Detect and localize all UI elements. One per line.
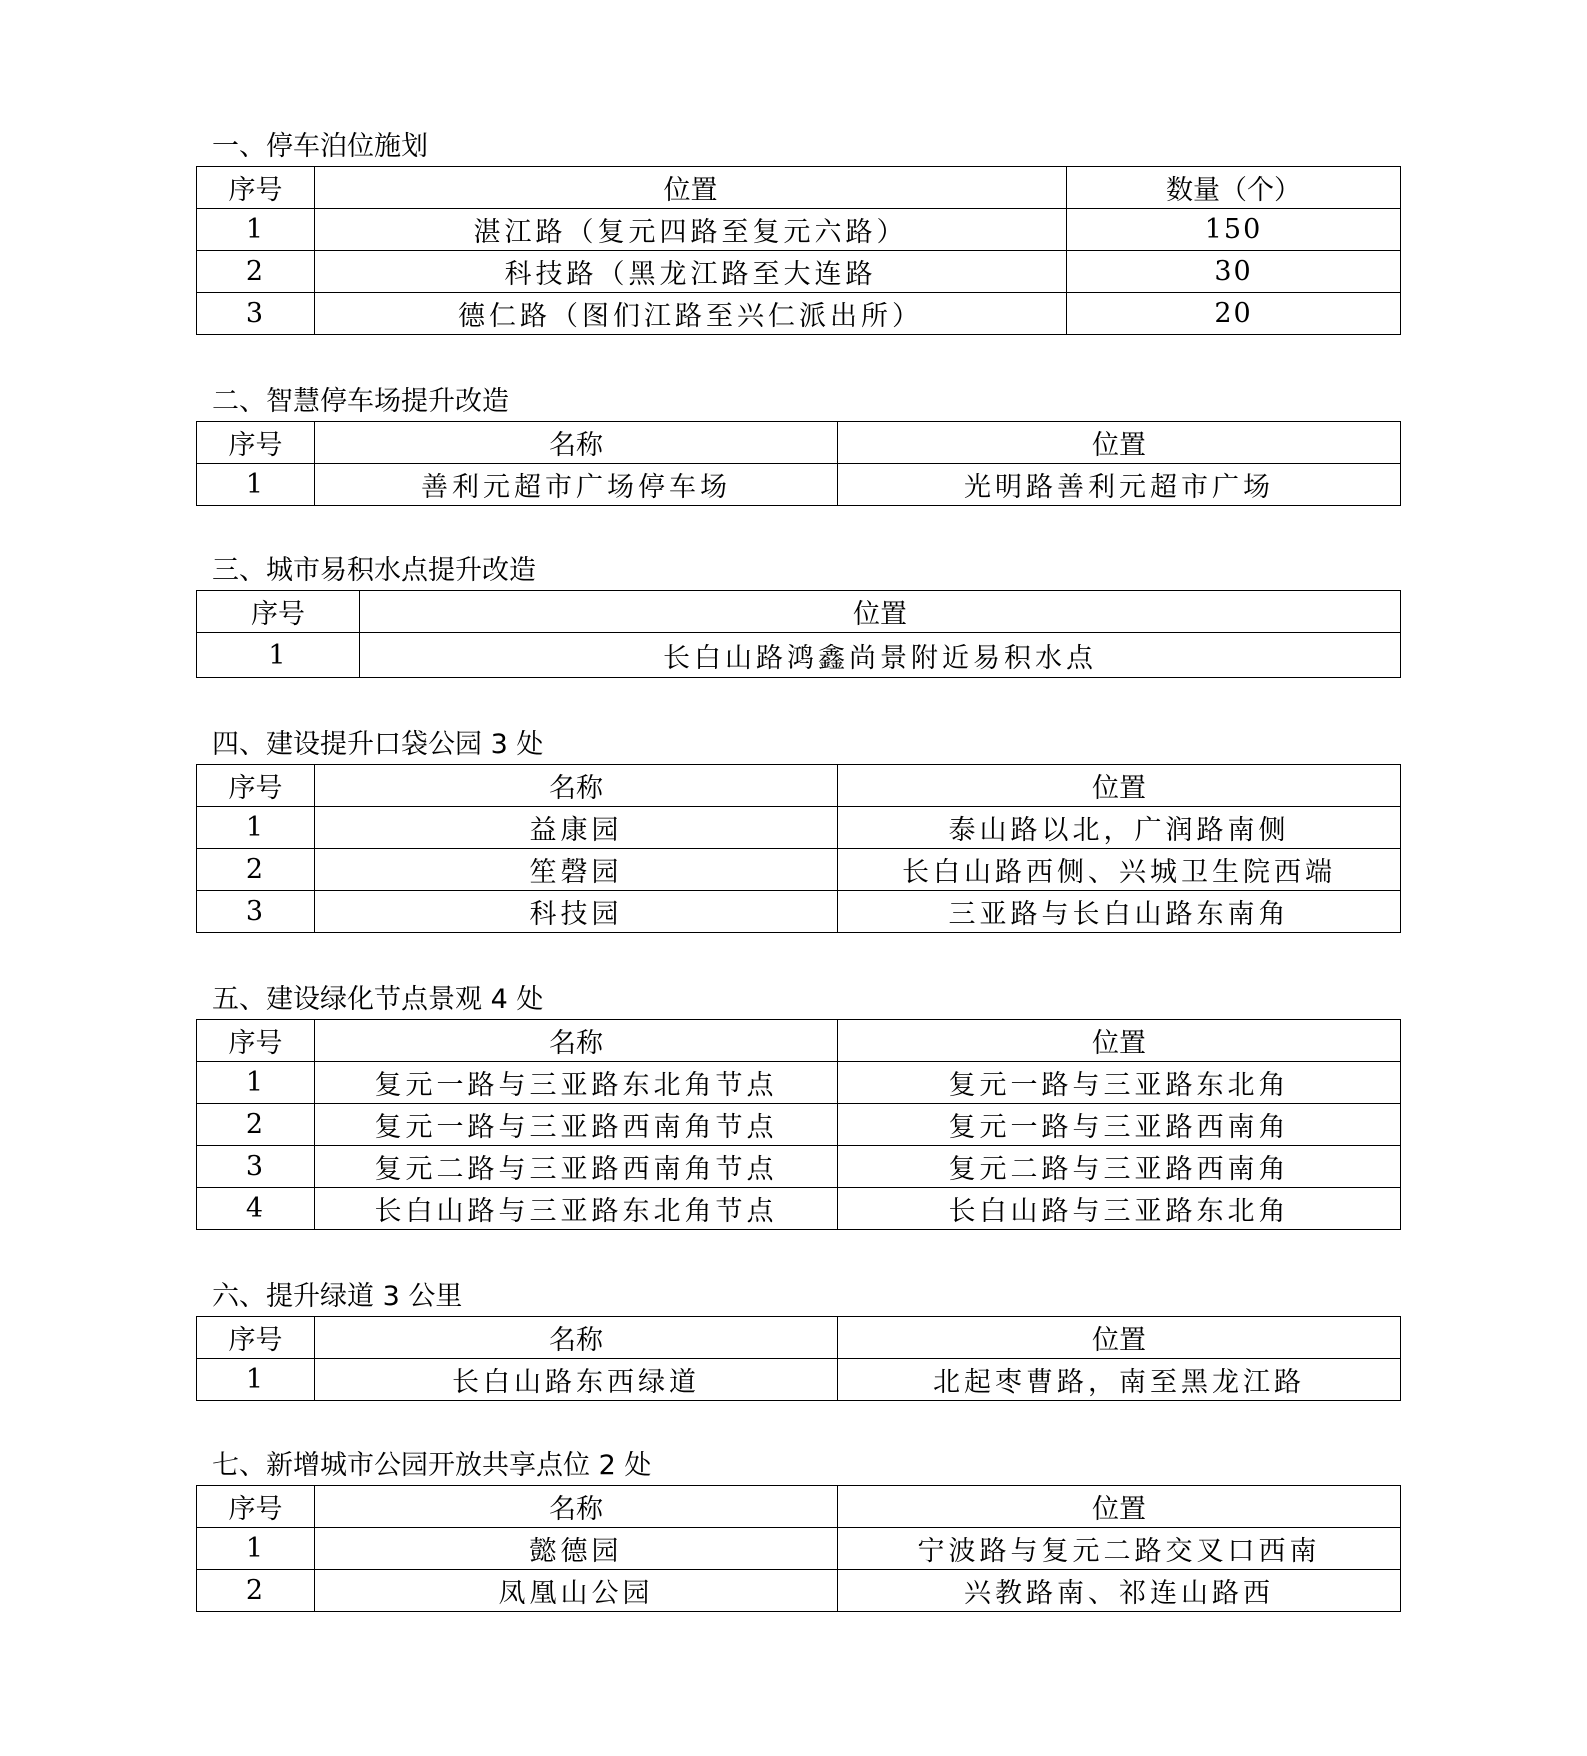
section-pocket-parks [196,728,1400,933]
table-row [197,251,1401,293]
parking-spaces-table [196,166,1401,335]
table-row [197,464,1401,506]
header-index: 序号 [197,1317,315,1359]
table-row [197,1528,1401,1570]
table-header-row [197,765,1401,807]
section-waterlogging-points [196,554,1400,678]
cell-location: 三亚路与长白山路东南角 [838,891,1401,933]
section-greenway [196,1280,1400,1401]
cell-name: 复元二路与三亚路西南角节点 [315,1146,838,1188]
header-index: 序号 [197,1486,315,1528]
table-header-row [197,167,1401,209]
waterlogging-table [196,590,1401,678]
table-row [197,633,1401,678]
table-header-row [197,591,1401,633]
cell-location: 科技路（黑龙江路至大连路 [315,251,1067,293]
header-name: 名称 [315,422,838,464]
cell-location: 长白山路与三亚路东北角 [838,1188,1401,1230]
section-title: 七、新增城市公园开放共享点位 2 处 [212,1450,652,1481]
cell-location: 兴教路南、祁连山路西 [838,1570,1401,1612]
table-row [197,1104,1401,1146]
section-green-nodes [196,983,1400,1230]
cell-location: 复元二路与三亚路西南角 [838,1146,1401,1188]
cell-index: 1 [197,209,315,251]
header-location: 位置 [838,422,1401,464]
cell-index: 2 [197,251,315,293]
cell-index: 1 [197,464,315,506]
table-row [197,807,1401,849]
header-index: 序号 [197,1020,315,1062]
header-location: 位置 [315,167,1067,209]
section-title: 三、城市易积水点提升改造 [212,555,536,586]
cell-name: 科技园 [315,891,838,933]
section-title: 五、建设绿化节点景观 4 处 [212,984,544,1015]
cell-name: 复元一路与三亚路西南角节点 [315,1104,838,1146]
table-row [197,1146,1401,1188]
header-location: 位置 [838,1486,1401,1528]
pocket-parks-table [196,764,1401,933]
header-name: 名称 [315,1486,838,1528]
cell-name: 笙磬园 [315,849,838,891]
header-name: 名称 [315,765,838,807]
header-name: 名称 [315,1020,838,1062]
cell-index: 1 [197,1528,315,1570]
cell-location: 泰山路以北，广润路南侧 [838,807,1401,849]
header-quantity: 数量（个） [1067,167,1401,209]
header-index: 序号 [197,422,315,464]
table-header-row [197,1317,1401,1359]
header-index: 序号 [197,765,315,807]
smart-parking-table [196,421,1401,506]
cell-name: 长白山路与三亚路东北角节点 [315,1188,838,1230]
document-page [196,116,1400,1612]
section-title: 二、智慧停车场提升改造 [212,386,509,417]
shared-parks-table [196,1485,1401,1612]
cell-name: 凤凰山公园 [315,1570,838,1612]
greenway-table [196,1316,1401,1401]
header-index: 序号 [197,591,360,633]
cell-name: 复元一路与三亚路东北角节点 [315,1062,838,1104]
table-row [197,849,1401,891]
cell-index: 3 [197,293,315,335]
table-row [197,293,1401,335]
cell-name: 善利元超市广场停车场 [315,464,838,506]
table-row [197,1570,1401,1612]
cell-location: 湛江路（复元四路至复元六路） [315,209,1067,251]
table-header-row [197,422,1401,464]
cell-index: 2 [197,1570,315,1612]
section-title: 六、提升绿道 3 公里 [212,1281,463,1312]
header-location: 位置 [838,1020,1401,1062]
table-row [197,1188,1401,1230]
cell-location: 德仁路（图们江路至兴仁派出所） [315,293,1067,335]
section-parking-spaces [196,130,1400,335]
cell-index: 3 [197,891,315,933]
cell-quantity: 20 [1067,293,1401,335]
table-row [197,1062,1401,1104]
cell-location: 宁波路与复元二路交叉口西南 [838,1528,1401,1570]
section-title: 四、建设提升口袋公园 3 处 [212,729,544,760]
cell-index: 2 [197,849,315,891]
header-index: 序号 [197,167,315,209]
header-location: 位置 [838,1317,1401,1359]
cell-location: 复元一路与三亚路东北角 [838,1062,1401,1104]
table-header-row [197,1486,1401,1528]
cell-location: 光明路善利元超市广场 [838,464,1401,506]
cell-index: 1 [197,633,360,678]
section-shared-parks [196,1449,1400,1612]
cell-quantity: 30 [1067,251,1401,293]
cell-location: 复元一路与三亚路西南角 [838,1104,1401,1146]
cell-index: 1 [197,807,315,849]
header-name: 名称 [315,1317,838,1359]
section-smart-parking [196,385,1400,506]
section-title: 一、停车泊位施划 [212,131,428,162]
cell-name: 益康园 [315,807,838,849]
cell-name: 懿德园 [315,1528,838,1570]
table-row [197,209,1401,251]
green-nodes-table [196,1019,1401,1230]
table-row [197,891,1401,933]
cell-location: 长白山路鸿鑫尚景附近易积水点 [360,633,1401,678]
cell-index: 2 [197,1104,315,1146]
header-location: 位置 [360,591,1401,633]
cell-name: 长白山路东西绿道 [315,1359,838,1401]
table-row [197,1359,1401,1401]
cell-index: 1 [197,1359,315,1401]
cell-location: 北起枣曹路，南至黑龙江路 [838,1359,1401,1401]
cell-index: 4 [197,1188,315,1230]
cell-index: 3 [197,1146,315,1188]
cell-index: 1 [197,1062,315,1104]
table-header-row [197,1020,1401,1062]
header-location: 位置 [838,765,1401,807]
cell-quantity: 150 [1067,209,1401,251]
cell-location: 长白山路西侧、兴城卫生院西端 [838,849,1401,891]
